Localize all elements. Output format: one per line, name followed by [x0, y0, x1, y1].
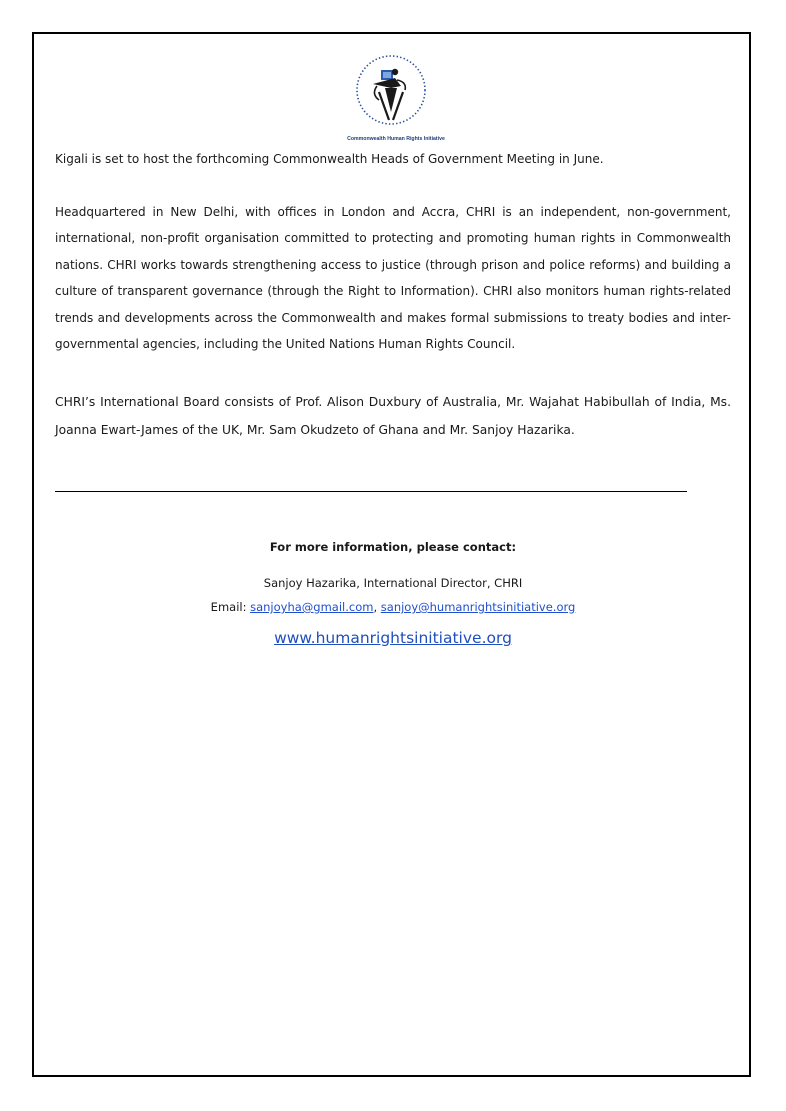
- chri-logo: [346, 50, 446, 150]
- divider-line: [55, 491, 687, 492]
- contact-heading: For more information, please contact:: [269, 540, 517, 554]
- website-line: [55, 629, 731, 647]
- logo-caption: Commonwealth Human Rights Initiative: [347, 136, 445, 142]
- contact-name: Sanjoy Hazarika, International Director, CHRI: [263, 576, 523, 590]
- paragraph-chogm: Kigali is set to host the forthcoming Commonwealth Heads of Government Meeting in June.: [55, 152, 604, 166]
- email-separator: ,: [373, 600, 378, 614]
- website-link[interactable]: www.humanrightsinitiative.org: [274, 629, 512, 647]
- contact-email-line: [55, 600, 731, 614]
- paragraph-board: CHRI’s International Board consists of Prof. Alison Duxbury of Australia, Mr. Wajahat Habibullah of India, Ms. Joanna Ewart-James of the UK, Mr. Sam Okudzeto of Ghana and Mr. Sanjoy Hazarika.: [55, 395, 731, 437]
- page-border: [32, 32, 751, 1077]
- email-link-gmail[interactable]: sanjoyha@gmail.com: [250, 600, 374, 614]
- paragraph-about-chri: Headquartered in New Delhi, with offices in London and Accra, CHRI is an independent, non-government, international, non-profit organisation committed to protecting and promoting human rights in Commonwealth nations. CHRI works towards strengthening access to justice (through prison and police reforms) and building a culture of transparent governance (through the Right to Information). CHRI also monitors human rights-related trends and developments across the Commonwealth and makes formal submissions to treaty bodies and inter-governmental agencies, including the United Nations Human Rights Council.: [55, 205, 731, 352]
- chri-logo-icon: [351, 50, 431, 136]
- email-link-chri[interactable]: sanjoy@humanrightsinitiative.org: [380, 600, 576, 614]
- email-label: Email:: [210, 600, 247, 614]
